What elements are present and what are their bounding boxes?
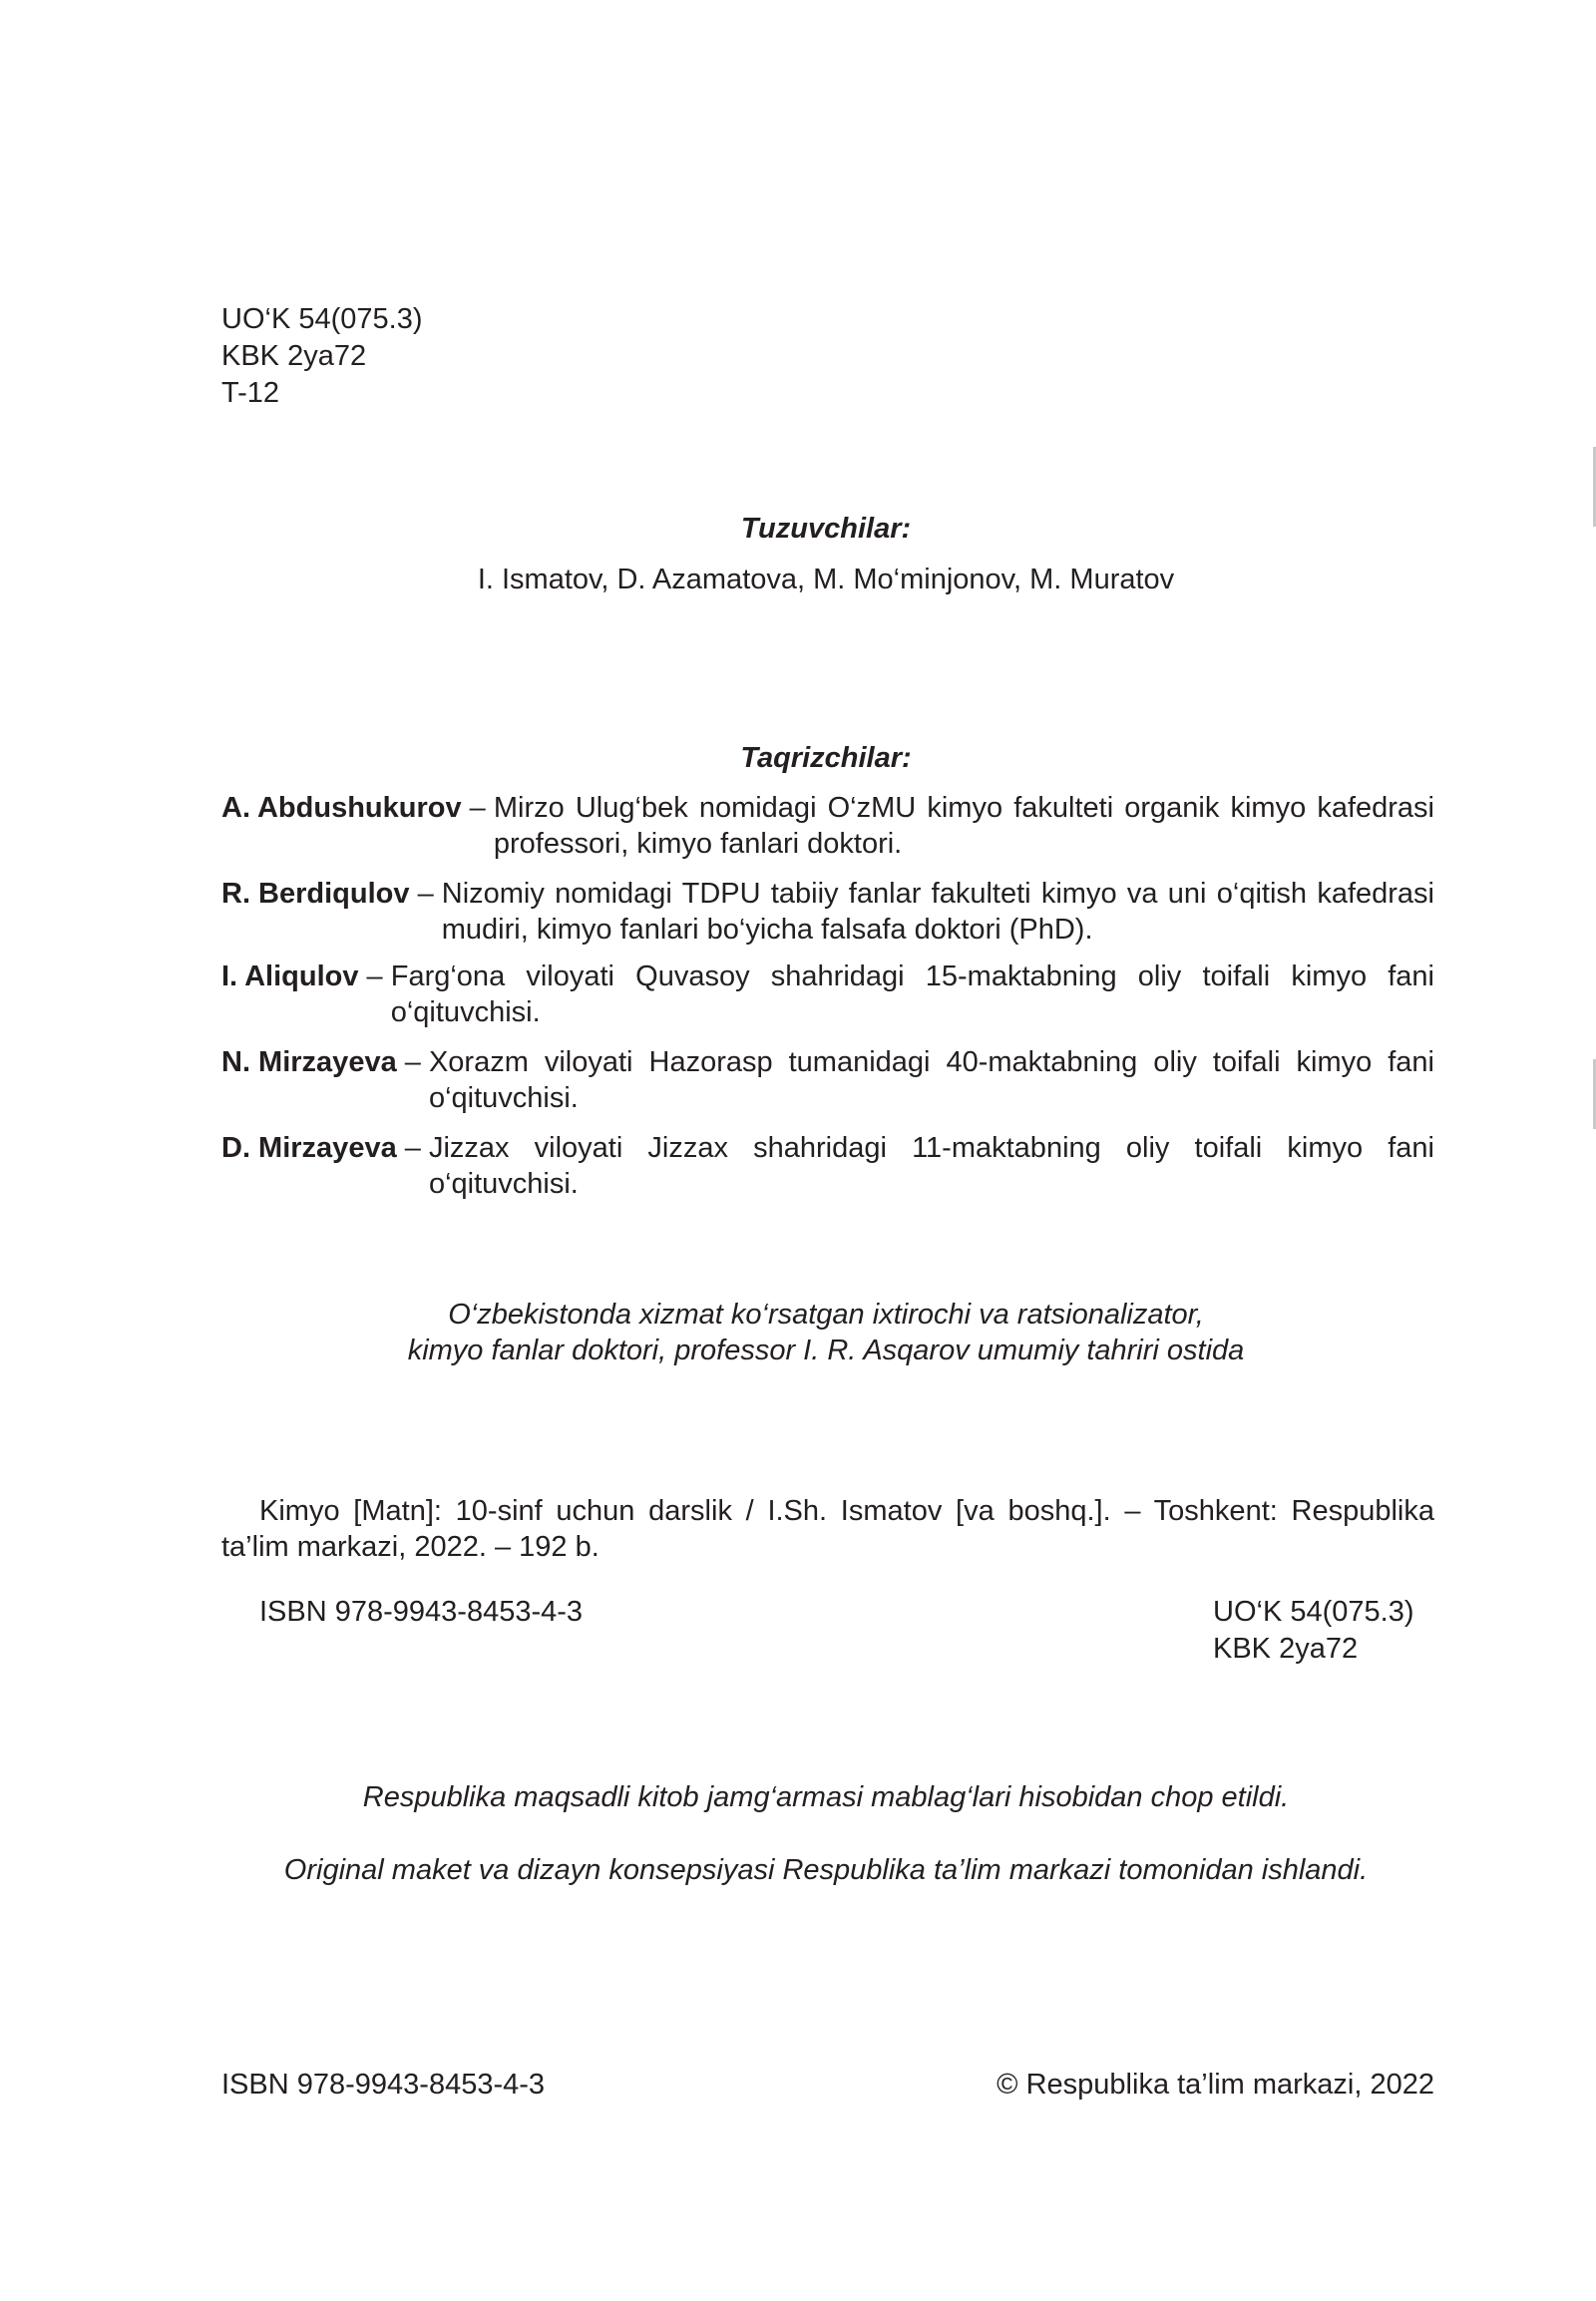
reviewer-dash: – [409,878,442,910]
reviewer-dash: – [396,1132,429,1164]
author-mark: T-12 [221,377,280,409]
isbn-classification [1213,1594,1414,1668]
footer-copyright: © Respublika ta’lim markazi, 2022 [997,2069,1434,2101]
compilers-heading: Tuzuvchilar: [740,513,912,545]
bibliographic-citation: Kimyo [Matn]: 10-sinf uchun darslik / I.Sh. Ismatov [va boshq.]. – Toshkent: Respublika ta’lim markazi, 2022. – 192 b. [221,1495,1434,1563]
isbn-number: ISBN 978-9943-8453-4-3 [259,1596,584,1628]
bbk-code: KBK 2ya72 [221,340,367,372]
reviewer-description: Jizzax viloyati Jizzax shahridagi 11-maktabning oliy toifali kimyo fani o‘qituvchisi. [428,1132,1434,1200]
reviewer-description: Xorazm viloyati Hazorasp tumanidagi 40-maktabning oliy toifali kimyo fani o‘qituvchisi. [428,1046,1434,1114]
reviewer-name: R. Berdiqulov [221,878,410,910]
reviewer-entry [221,876,1434,948]
reviewer-dash: – [358,960,391,992]
reviewer-description: Mirzo Ulug‘bek nomidagi O‘zMU kimyo fakulteti organik kimyo kafedrasi professori, kimyo fanlari doktori. [493,792,1434,860]
editor-line-1: O‘zbekistonda xizmat ko‘rsatgan ixtirochi va ratsionalizator, [448,1299,1204,1331]
reviewer-name: A. Abdushukurov [221,792,462,824]
isbn-udc-code: UO‘K 54(075.3) [1213,1596,1414,1628]
reviewer-dash: – [461,792,494,824]
reviewer-entry [221,1044,1434,1116]
isbn-bbk-code: KBK 2ya72 [1213,1633,1359,1665]
reviewer-entry [221,959,1434,1030]
reviewer-entry [221,1130,1434,1202]
design-note: Original maket va dizayn konsepsiyasi Respublika ta’lim markazi tomonidan ishlandi. [283,1854,1369,1886]
reviewer-name: N. Mirzayeva [221,1046,397,1078]
reviewer-name: I. Aliqulov [221,960,359,992]
editor-credit [0,1297,1596,1368]
compilers-names: I. Ismatov, D. Azamatova, M. Mo‘minjonov, M. Muratov [477,564,1175,595]
reviewer-description: Farg‘ona viloyati Quvasoy shahridagi 15-maktabning oliy toifali kimyo fani o‘qituvchisi. [390,960,1434,1028]
classification-codes [221,301,423,412]
reviewer-name: D. Mirzayeva [221,1132,397,1164]
reviewer-entry [221,790,1434,862]
udc-code: UO‘K 54(075.3) [221,303,423,335]
reviewer-dash: – [396,1046,429,1078]
reviewer-description: Nizomiy nomidagi TDPU tabiiy fanlar fakulteti kimyo va uni o‘qitish kafedrasi mudiri, kimyo fanlari bo‘yicha falsafa doktori (PhD). [441,878,1434,946]
footer-isbn: ISBN 978-9943-8453-4-3 [221,2069,546,2101]
editor-line-2: kimyo fanlar doktori, professor I. R. Asqarov umumiy tahriri ostida [407,1335,1245,1366]
reviewers-heading: Taqrizchilar: [740,742,912,774]
funding-note: Respublika maqsadli kitob jamg‘armasi mablag‘lari hisobidan chop etildi. [362,1781,1290,1813]
